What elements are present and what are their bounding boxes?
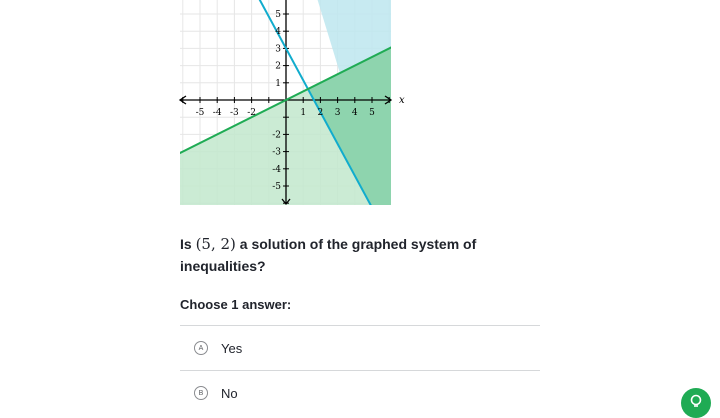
y-tick-label: -2 bbox=[272, 130, 281, 141]
y-tick-label: -5 bbox=[272, 182, 281, 192]
x-tick-label: 1 bbox=[300, 108, 307, 118]
choice-b[interactable] bbox=[180, 371, 540, 415]
y-tick-label: -4 bbox=[272, 164, 281, 175]
x-tick-label: -5 bbox=[195, 108, 205, 118]
x-tick-label: 5 bbox=[369, 108, 375, 118]
question-prefix: Is bbox=[180, 236, 192, 252]
question-point: (5, 2) bbox=[195, 235, 236, 253]
x-tick-label: -2 bbox=[247, 108, 256, 118]
choice-b-label: No bbox=[221, 385, 238, 401]
x-axis-label: x bbox=[399, 95, 405, 106]
choice-a-label: Yes bbox=[221, 340, 243, 356]
choose-label: Choose 1 answer: bbox=[180, 297, 292, 312]
x-tick-label: -4 bbox=[212, 108, 222, 118]
lightbulb-icon bbox=[689, 394, 703, 408]
choice-b-letter-circle: B bbox=[194, 386, 208, 400]
hint-button[interactable] bbox=[681, 388, 711, 418]
x-tick-label: -3 bbox=[230, 108, 239, 118]
question-text bbox=[180, 233, 520, 277]
y-tick-label: 2 bbox=[275, 61, 281, 72]
y-tick-label: 5 bbox=[275, 10, 281, 20]
choice-a-letter-circle: A bbox=[194, 341, 208, 355]
inequality-graph bbox=[178, 0, 404, 206]
y-tick-label: 1 bbox=[275, 78, 281, 89]
choice-a[interactable] bbox=[180, 326, 540, 370]
x-tick-label: 4 bbox=[351, 108, 358, 118]
y-tick-label: 4 bbox=[275, 27, 281, 38]
y-tick-label: -3 bbox=[272, 147, 281, 158]
x-tick-label: 3 bbox=[334, 108, 341, 118]
question-suffix: a solution of the graphed system of inequalities? bbox=[180, 236, 477, 274]
y-tick-label: 3 bbox=[275, 44, 281, 55]
coordinate-plane bbox=[178, 0, 404, 206]
x-tick-label: 2 bbox=[317, 108, 324, 118]
